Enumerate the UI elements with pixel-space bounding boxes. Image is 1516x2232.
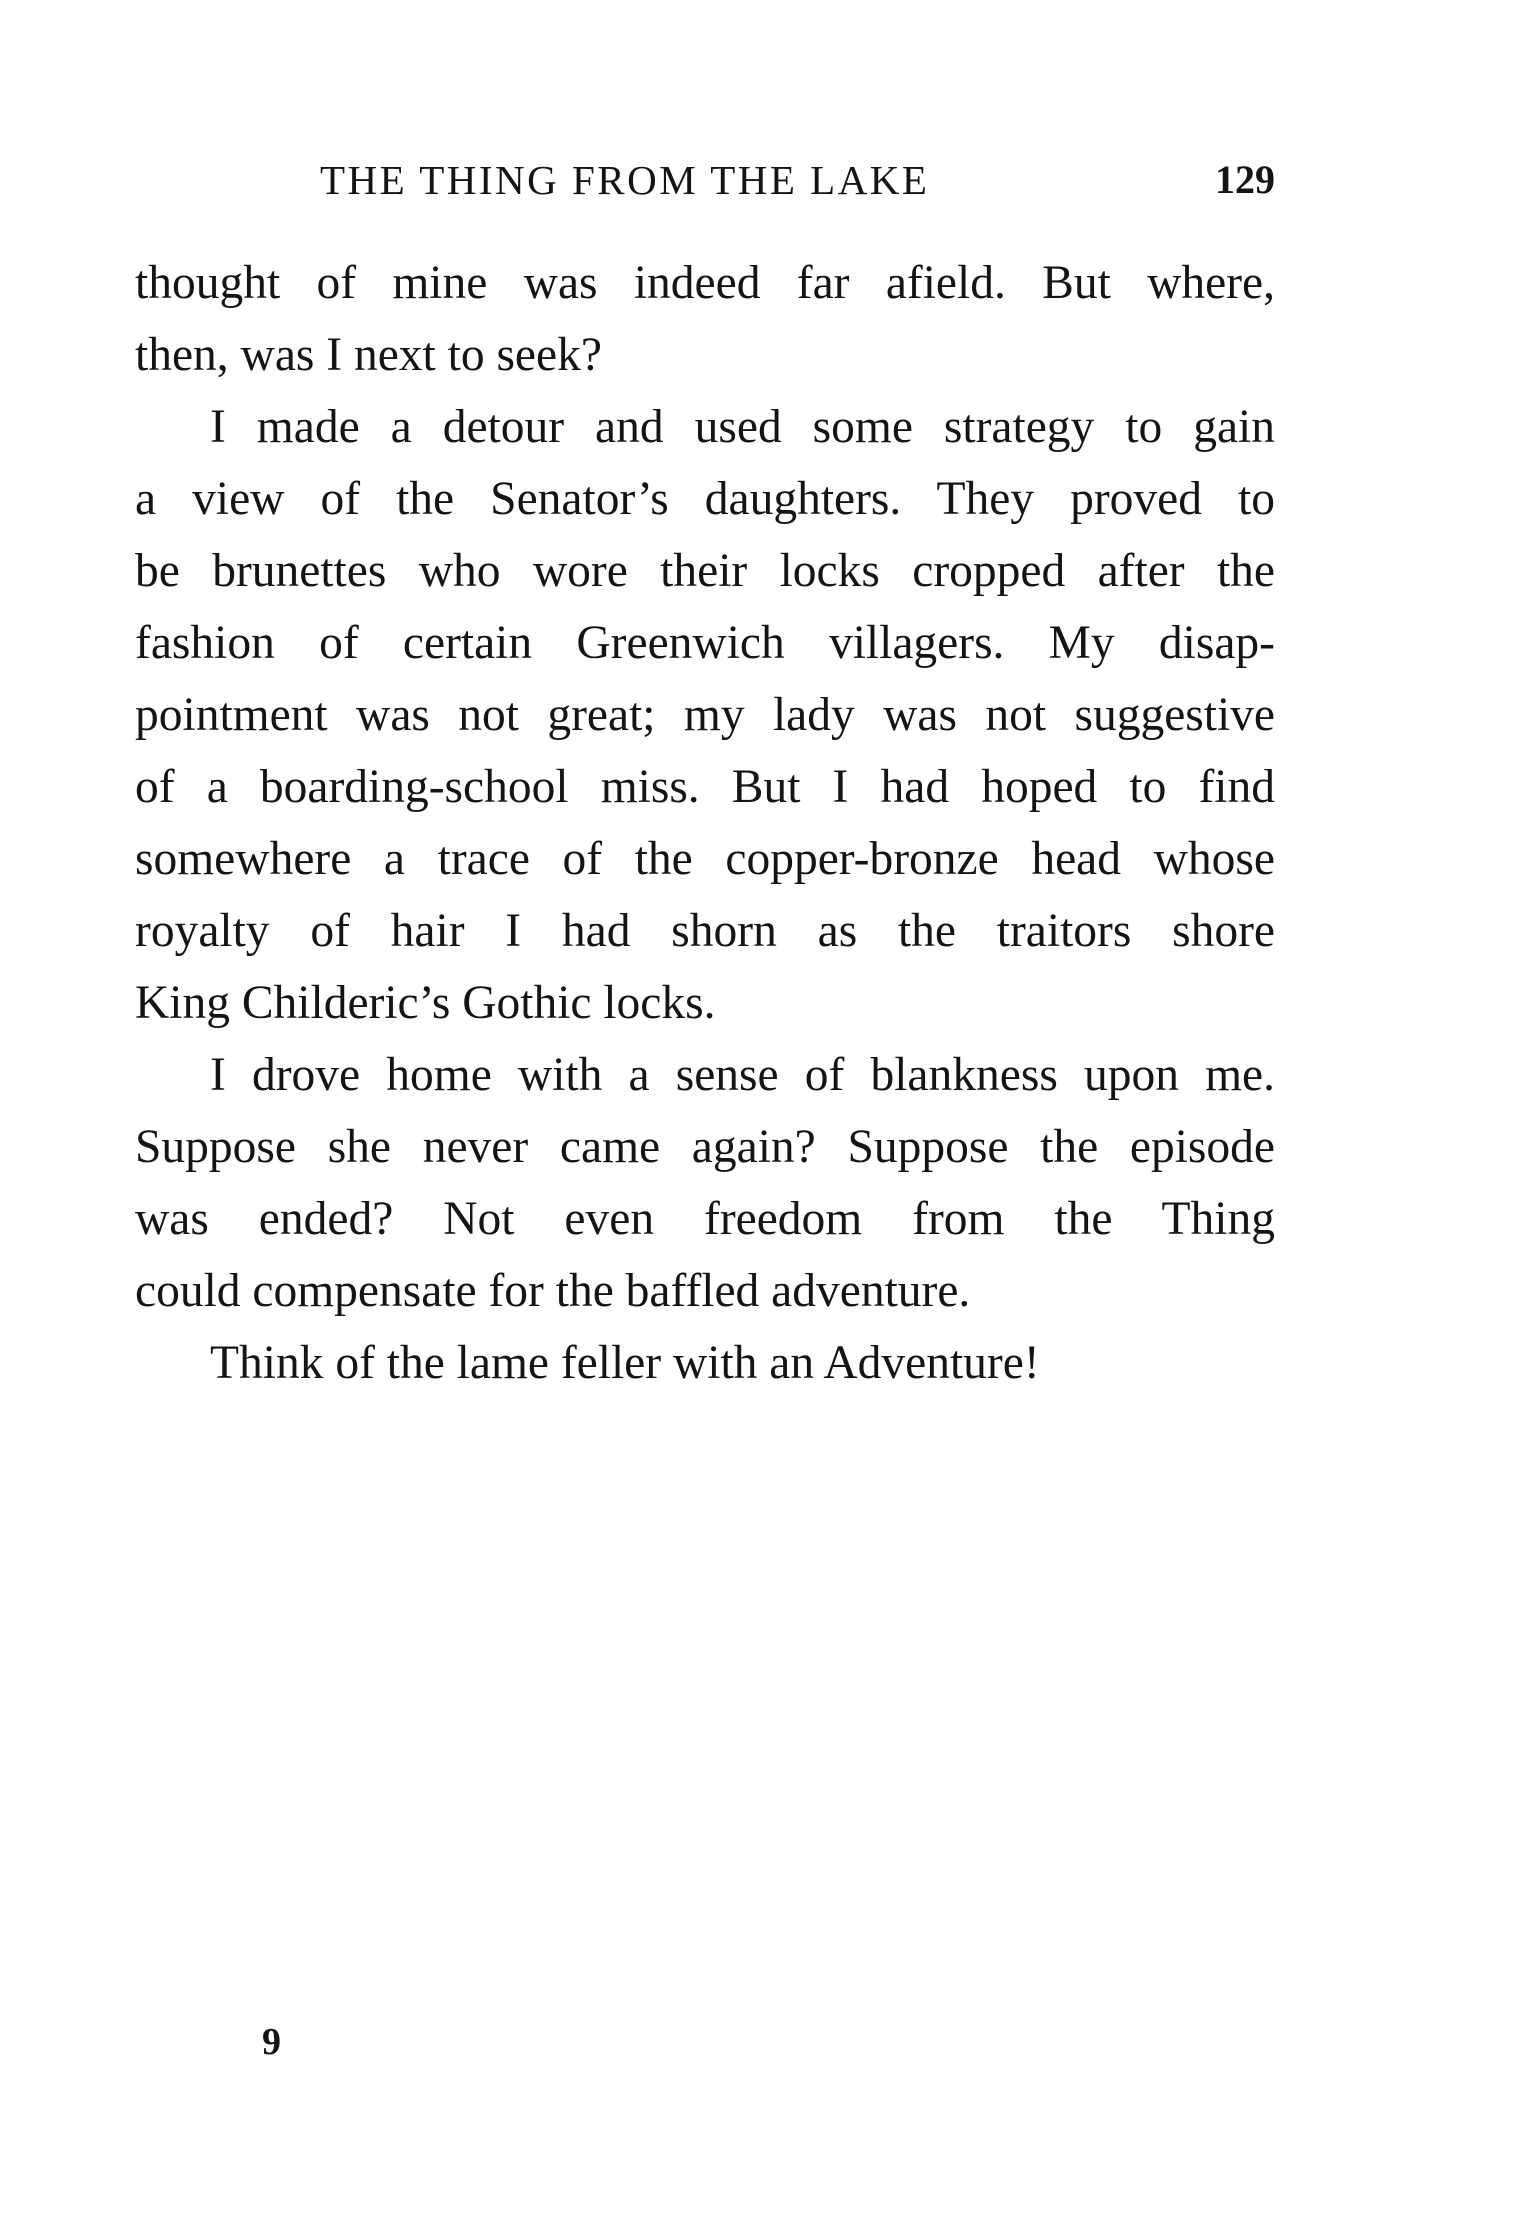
signature-mark: 9 [262, 2021, 281, 2063]
text-line: then, was I next to seek? [135, 329, 602, 381]
text-line: was ended? Not even freedom from the Thing [135, 1193, 1275, 1245]
text-line: be brunettes who wore their locks cropped after the [135, 545, 1275, 597]
running-head [135, 150, 1275, 210]
text-line: thought of mine was indeed far afield. But where, [135, 257, 1275, 309]
text-line: of a boarding-school miss. But I had hoped to find [135, 761, 1275, 813]
text-line: royalty of hair I had shorn as the traitors shore [135, 905, 1275, 957]
text-line: could compensate for the baffled adventure. [135, 1265, 971, 1317]
text-line: fashion of certain Greenwich villagers. My disap- [135, 617, 1275, 669]
text-line: Think of the lame feller with an Adventure! [210, 1337, 1040, 1389]
body-text [135, 247, 1275, 1399]
text-line: I drove home with a sense of blankness upon me. [210, 1049, 1275, 1101]
text-line: Suppose she never came again? Suppose the episode [135, 1121, 1275, 1173]
text-line: King Childeric’s Gothic locks. [135, 977, 716, 1029]
paragraph [135, 1327, 1275, 1399]
text-line: somewhere a trace of the copper-bronze head whose [135, 833, 1275, 885]
paragraph [135, 247, 1275, 391]
running-title: THE THING FROM THE LAKE [320, 157, 930, 203]
paragraph [135, 1039, 1275, 1327]
page-number: 129 [1215, 157, 1275, 202]
text-line: I made a detour and used some strategy to gain [210, 401, 1275, 453]
text-line: a view of the Senator’s daughters. They proved to [135, 473, 1275, 525]
text-line: pointment was not great; my lady was not suggestive [135, 689, 1275, 741]
paragraph [135, 391, 1275, 1039]
